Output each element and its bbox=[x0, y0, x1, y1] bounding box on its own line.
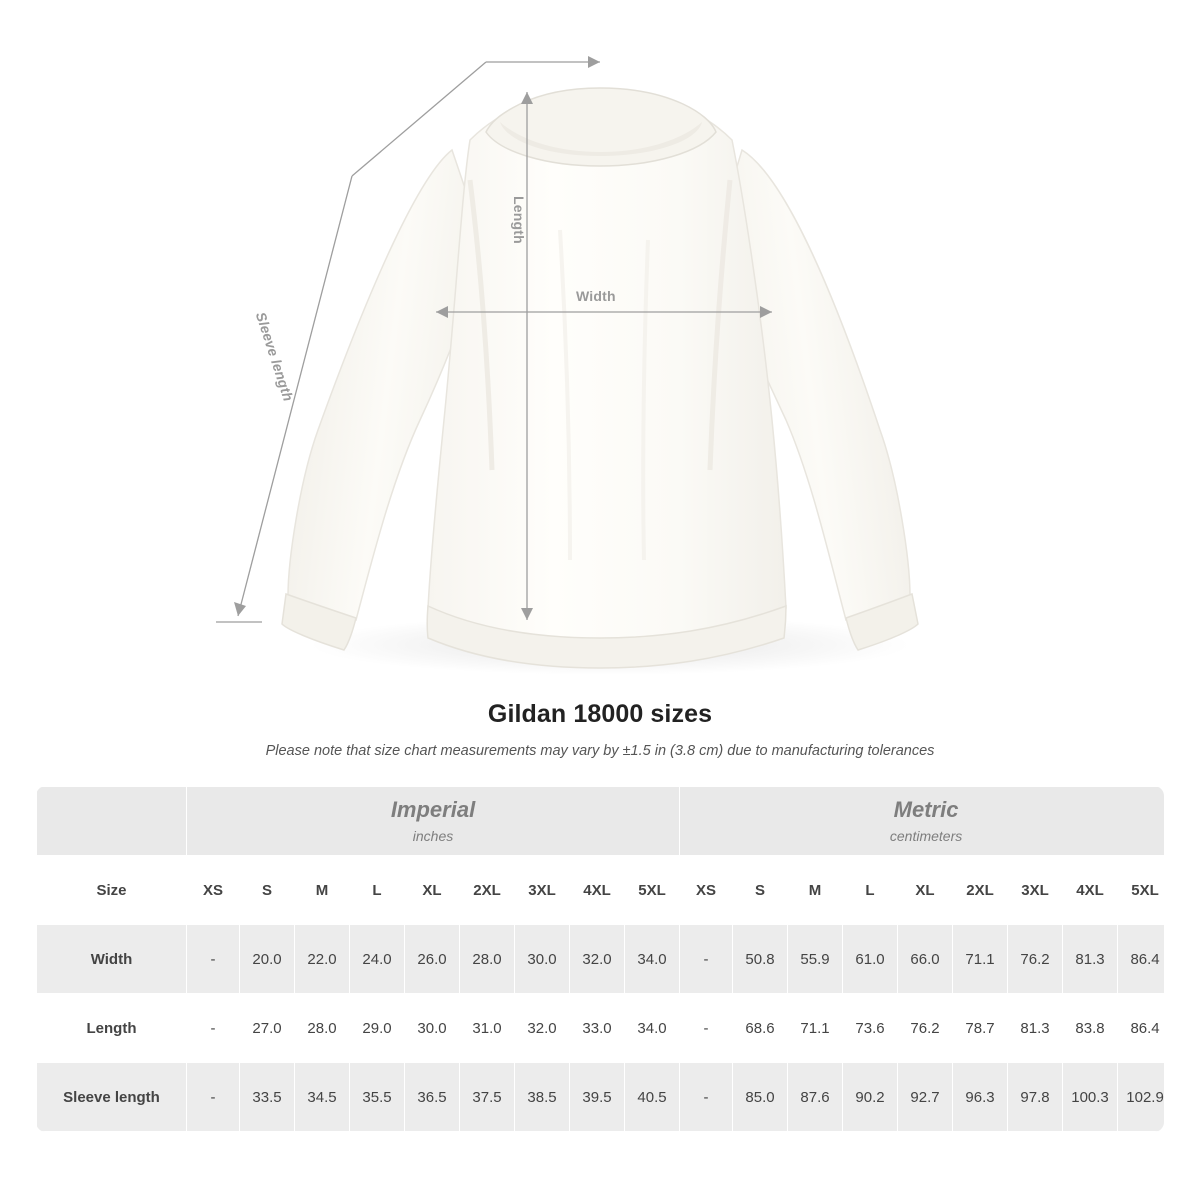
header-metric-5xl: 5XL bbox=[1118, 856, 1164, 925]
header-imperial-s: S bbox=[240, 856, 295, 925]
row-label-width: Width bbox=[37, 925, 187, 994]
header-metric-3xl: 3XL bbox=[1008, 856, 1063, 925]
length-imperial-5xl: 34.0 bbox=[625, 994, 680, 1063]
length-metric-xl: 76.2 bbox=[898, 994, 953, 1063]
header-imperial-m: M bbox=[295, 856, 350, 925]
metric-unit-name: Metric bbox=[893, 796, 959, 822]
length-imperial-4xl: 33.0 bbox=[570, 994, 625, 1063]
width-metric-2xl: 71.1 bbox=[953, 925, 1008, 994]
metric-unit-cell bbox=[680, 787, 1164, 856]
length-imperial-s: 27.0 bbox=[240, 994, 295, 1063]
imperial-unit-cell bbox=[187, 787, 680, 856]
length-imperial-2xl: 31.0 bbox=[460, 994, 515, 1063]
width-metric-m: 55.9 bbox=[788, 925, 843, 994]
sleeve-imperial-2xl: 37.5 bbox=[460, 1063, 515, 1132]
header-imperial-2xl: 2XL bbox=[460, 856, 515, 925]
width-imperial-l: 24.0 bbox=[350, 925, 405, 994]
size-header-row bbox=[37, 856, 1165, 925]
unit-header-row bbox=[37, 787, 1165, 856]
sleeve-metric-m: 87.6 bbox=[788, 1063, 843, 1132]
table-row bbox=[37, 925, 1165, 994]
header-metric-l: L bbox=[843, 856, 898, 925]
length-imperial-l: 29.0 bbox=[350, 994, 405, 1063]
sleeve-imperial-xl: 36.5 bbox=[405, 1063, 460, 1132]
length-metric-l: 73.6 bbox=[843, 994, 898, 1063]
sleeve-imperial-l: 35.5 bbox=[350, 1063, 405, 1132]
width-imperial-m: 22.0 bbox=[295, 925, 350, 994]
tolerance-note: Please note that size chart measurements may vary by ±1.5 in (3.8 cm) due to manufacturing tolerances bbox=[265, 743, 935, 759]
length-metric-3xl: 81.3 bbox=[1008, 994, 1063, 1063]
width-metric-s: 50.8 bbox=[733, 925, 788, 994]
table-row bbox=[37, 994, 1165, 1063]
sleeve-metric-l: 90.2 bbox=[843, 1063, 898, 1132]
header-imperial-5xl: 5XL bbox=[625, 856, 680, 925]
width-metric-xs: - bbox=[680, 925, 733, 994]
header-metric-xs: XS bbox=[680, 856, 733, 925]
header-imperial-xl: XL bbox=[405, 856, 460, 925]
row-label-sleeve-length: Sleeve length bbox=[37, 1063, 187, 1132]
imperial-unit-name: Imperial bbox=[390, 796, 476, 822]
sleeve-length-measure-label: Sleeve length bbox=[252, 310, 297, 404]
length-imperial-3xl: 32.0 bbox=[515, 994, 570, 1063]
length-metric-xs: - bbox=[680, 994, 733, 1063]
sleeve-imperial-3xl: 38.5 bbox=[515, 1063, 570, 1132]
size-table bbox=[36, 786, 1164, 1132]
header-imperial-3xl: 3XL bbox=[515, 856, 570, 925]
sleeve-metric-xs: - bbox=[680, 1063, 733, 1132]
header-imperial-xs: XS bbox=[187, 856, 240, 925]
sleeve-imperial-m: 34.5 bbox=[295, 1063, 350, 1132]
sleeve-metric-5xl: 102.9 bbox=[1118, 1063, 1164, 1132]
width-metric-xl: 66.0 bbox=[898, 925, 953, 994]
width-imperial-s: 20.0 bbox=[240, 925, 295, 994]
length-imperial-m: 28.0 bbox=[295, 994, 350, 1063]
width-metric-4xl: 81.3 bbox=[1063, 925, 1118, 994]
width-imperial-xl: 26.0 bbox=[405, 925, 460, 994]
length-measure-label: Length bbox=[511, 196, 527, 244]
length-imperial-xl: 30.0 bbox=[405, 994, 460, 1063]
sleeve-metric-xl: 92.7 bbox=[898, 1063, 953, 1132]
width-imperial-4xl: 32.0 bbox=[570, 925, 625, 994]
width-metric-5xl: 86.4 bbox=[1118, 925, 1164, 994]
width-metric-3xl: 76.2 bbox=[1008, 925, 1063, 994]
header-imperial-l: L bbox=[350, 856, 405, 925]
sleeve-imperial-s: 33.5 bbox=[240, 1063, 295, 1132]
length-metric-4xl: 83.8 bbox=[1063, 994, 1118, 1063]
header-metric-s: S bbox=[733, 856, 788, 925]
table-row bbox=[37, 1063, 1165, 1132]
size-header-label: Size bbox=[37, 856, 187, 925]
length-metric-2xl: 78.7 bbox=[953, 994, 1008, 1063]
width-imperial-2xl: 28.0 bbox=[460, 925, 515, 994]
header-metric-xl: XL bbox=[898, 856, 953, 925]
sleeve-metric-3xl: 97.8 bbox=[1008, 1063, 1063, 1132]
header-metric-2xl: 2XL bbox=[953, 856, 1008, 925]
header-metric-4xl: 4XL bbox=[1063, 856, 1118, 925]
header-metric-m: M bbox=[788, 856, 843, 925]
title-block bbox=[0, 700, 1200, 759]
sleeve-metric-s: 85.0 bbox=[733, 1063, 788, 1132]
width-measure-label: Width bbox=[576, 288, 616, 304]
width-imperial-xs: - bbox=[187, 925, 240, 994]
metric-unit-sub: centimeters bbox=[889, 828, 963, 845]
length-imperial-xs: - bbox=[187, 994, 240, 1063]
sleeve-metric-2xl: 96.3 bbox=[953, 1063, 1008, 1132]
imperial-unit-sub: inches bbox=[412, 828, 454, 845]
page-title: Gildan 18000 sizes bbox=[487, 700, 713, 728]
length-metric-m: 71.1 bbox=[788, 994, 843, 1063]
width-imperial-5xl: 34.0 bbox=[625, 925, 680, 994]
width-imperial-3xl: 30.0 bbox=[515, 925, 570, 994]
sleeve-imperial-4xl: 39.5 bbox=[570, 1063, 625, 1132]
size-table-wrapper bbox=[36, 786, 1164, 1132]
width-metric-l: 61.0 bbox=[843, 925, 898, 994]
sleeve-imperial-5xl: 40.5 bbox=[625, 1063, 680, 1132]
sleeve-metric-4xl: 100.3 bbox=[1063, 1063, 1118, 1132]
header-imperial-4xl: 4XL bbox=[570, 856, 625, 925]
row-label-length: Length bbox=[37, 994, 187, 1063]
sleeve-imperial-xs: - bbox=[187, 1063, 240, 1132]
length-metric-5xl: 86.4 bbox=[1118, 994, 1164, 1063]
length-metric-s: 68.6 bbox=[733, 994, 788, 1063]
unit-spacer-cell bbox=[37, 787, 187, 856]
